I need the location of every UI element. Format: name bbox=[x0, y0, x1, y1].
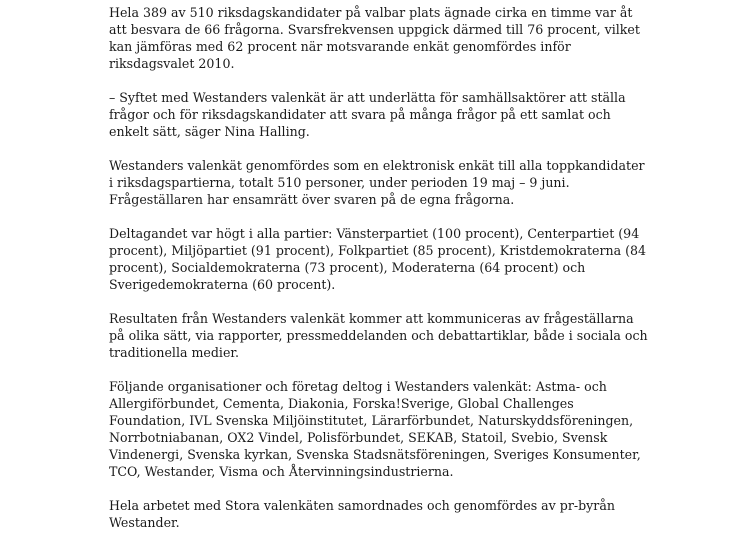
paragraph-results: Resultaten från Westanders valenkät kommer att kommuniceras av frågeställarna på olika sätt, via rapporter, pressmeddelanden och debattartiklar, både i sociala och traditionella medier. bbox=[109, 311, 648, 360]
paragraph-coordination: Hela arbetet med Stora valenkäten samordnades och genomfördes av pr-byrån Westander. bbox=[109, 498, 615, 530]
paragraph-participation: Deltagandet var högt i alla partier: Vänsterpartiet (100 procent), Centerpartiet (94 procent), Miljöpartiet (91 procent), Folkpartiet (85 procent), Kristdemokraterna (84 procent), Socialdemokraterna (73 procent), Moderaterna (64 procent) och Sverigedemokraterna (60 procent). bbox=[109, 226, 647, 292]
paragraph-response-rate: Hela 389 av 510 riksdagskandidater på valbar plats ägnade cirka en timme var åt att besvara de 66 frågorna. Svarsfrekvensen uppgick därmed till 76 procent, vilket kan jämföras med 62 procent när motsvarande enkät genomfördes inför riksdagsvalet 2010. bbox=[109, 5, 640, 71]
document-body bbox=[109, 4, 649, 548]
paragraph-method: Westanders valenkät genomfördes som en elektronisk enkät till alla toppkandidater i riksdagspartierna, totalt 510 personer, under perioden 19 maj – 9 juni. Frågeställaren har ensamrätt över svaren på de egna frågorna. bbox=[109, 158, 645, 207]
paragraph-organisations: Följande organisationer och företag deltog i Westanders valenkät: Astma- och Allergiförbundet, Cementa, Diakonia, Forska!Sverige, Global Challenges Foundation, IVL Svenska Miljöinstitutet, Lärarförbundet, Naturskyddsföreningen, Norrbotniabanan, OX2 Vindel, Polisförbundet, SEKAB, Statoil, Svebio, Svensk Vindenergi, Svenska kyrkan, Svenska Stadsnätsföreningen, Sveriges Konsumenter, TCO, Westander, Visma och Återvinningsindustrierna. bbox=[109, 379, 641, 479]
paragraph-quote: – Syftet med Westanders valenkät är att underlätta för samhällsaktörer att ställa frågor och för riksdagskandidater att svara på många frågor på ett samlat och enkelt sätt, säger Nina Halling. bbox=[109, 90, 626, 139]
